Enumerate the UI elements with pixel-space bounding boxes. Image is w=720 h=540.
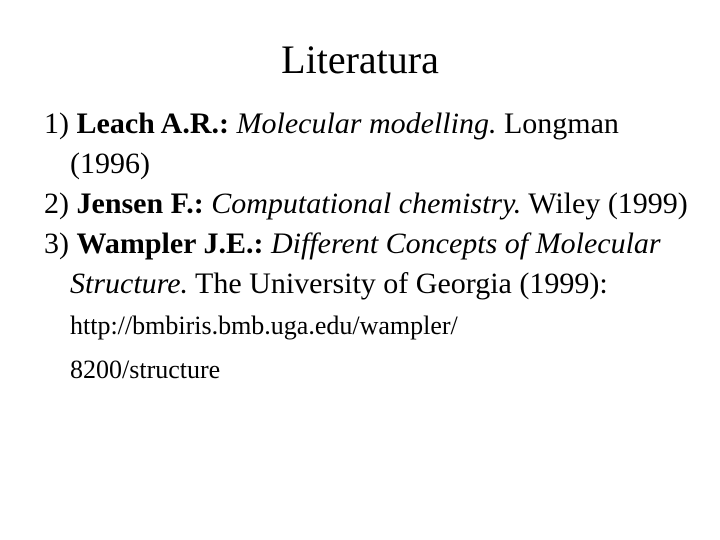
reference-item bbox=[44, 224, 704, 304]
reference-list bbox=[44, 104, 704, 392]
reference-url-line-1: http://bmbiris.bmb.uga.edu/wampler/ bbox=[70, 311, 458, 340]
reference-publisher: The University of Georgia (1999): bbox=[195, 267, 608, 300]
reference-item bbox=[44, 184, 704, 224]
reference-url-line-2: 8200/structure bbox=[70, 355, 221, 384]
reference-publisher: Wiley (1999) bbox=[528, 187, 688, 220]
reference-number: 2) bbox=[44, 187, 69, 220]
reference-number: 3) bbox=[44, 227, 69, 260]
reference-author: Leach A.R.: bbox=[76, 107, 229, 140]
reference-author: Jensen F.: bbox=[76, 187, 204, 220]
reference-item bbox=[44, 104, 704, 184]
reference-work: Molecular modelling. bbox=[236, 107, 497, 140]
slide-title: Literatura bbox=[281, 37, 439, 82]
reference-number: 1) bbox=[44, 107, 69, 140]
reference-publisher: Longman (1996) bbox=[70, 107, 619, 180]
reference-author: Wampler J.E.: bbox=[76, 227, 264, 260]
reference-work: Computational chemistry. bbox=[211, 187, 522, 220]
reference-work: Different Concepts of Molecular Structure. bbox=[70, 227, 661, 300]
